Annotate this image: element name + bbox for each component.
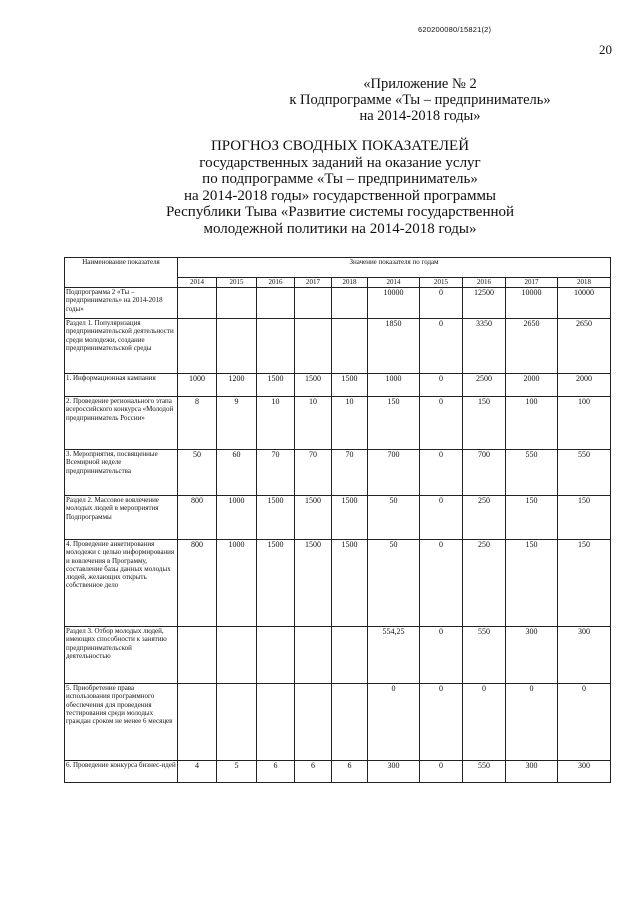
indicator-value	[332, 319, 368, 374]
indicator-value	[295, 684, 332, 761]
indicator-value: 2500	[463, 374, 506, 397]
indicator-name: Раздел 3. Отбор молодых людей, имеющих способности к занятию предпринимательской деятельностью	[65, 627, 178, 684]
indicator-value: 50	[178, 450, 217, 496]
indicator-value: 70	[295, 450, 332, 496]
indicator-value: 150	[558, 496, 611, 540]
table-row	[65, 288, 611, 319]
indicator-value: 550	[463, 627, 506, 684]
indicator-value: 0	[420, 319, 463, 374]
indicators-table	[64, 257, 611, 783]
indicator-value: 150	[558, 540, 611, 627]
indicator-value: 70	[257, 450, 295, 496]
indicator-value	[217, 684, 257, 761]
indicator-value: 0	[420, 496, 463, 540]
table-row	[65, 397, 611, 450]
heading-line: молодежной политики на 2014-2018 годы»	[203, 220, 477, 237]
indicator-value	[332, 684, 368, 761]
indicator-value: 1200	[217, 374, 257, 397]
indicator-value: 1000	[217, 496, 257, 540]
year-header: 2015	[420, 278, 463, 288]
year-header: 2017	[506, 278, 558, 288]
indicator-value: 6	[332, 761, 368, 783]
indicator-value: 2650	[558, 319, 611, 374]
table-row	[65, 627, 611, 684]
indicator-value: 0	[420, 761, 463, 783]
indicator-value: 0	[463, 684, 506, 761]
indicator-value: 1500	[332, 540, 368, 627]
indicator-value: 550	[506, 450, 558, 496]
document-id: 620200080/15821(2)	[418, 25, 492, 34]
indicator-value: 1000	[368, 374, 420, 397]
table-body	[65, 288, 611, 783]
indicator-value: 10000	[506, 288, 558, 319]
indicator-name: Раздел 1. Популяризация предпринимательской деятельности среди молодежи, создание предпринимательской среды	[65, 319, 178, 374]
heading-line: на 2014-2018 годы» государственной программы	[183, 187, 497, 204]
indicator-value: 0	[420, 397, 463, 450]
indicator-value: 550	[558, 450, 611, 496]
indicator-value: 0	[420, 540, 463, 627]
indicator-value: 50	[368, 496, 420, 540]
indicator-value: 0	[420, 684, 463, 761]
year-header: 2018	[332, 278, 368, 288]
indicator-value: 10	[295, 397, 332, 450]
indicator-value	[257, 288, 295, 319]
year-header: 2017	[295, 278, 332, 288]
indicator-value: 150	[463, 397, 506, 450]
indicator-value	[217, 627, 257, 684]
indicator-value	[178, 684, 217, 761]
table-row	[65, 319, 611, 374]
indicator-value: 9	[217, 397, 257, 450]
indicator-value: 0	[420, 288, 463, 319]
indicator-value: 250	[463, 540, 506, 627]
indicator-value	[178, 288, 217, 319]
indicator-value: 300	[558, 761, 611, 783]
indicator-value: 10	[257, 397, 295, 450]
indicator-value: 0	[506, 684, 558, 761]
indicator-value	[332, 627, 368, 684]
year-header: 2014	[178, 278, 217, 288]
indicator-value: 8	[178, 397, 217, 450]
indicator-value	[178, 627, 217, 684]
page-number: 20	[599, 42, 612, 57]
indicator-value: 5	[217, 761, 257, 783]
indicator-value: 100	[506, 397, 558, 450]
column-header-name: Наименование показателя	[65, 258, 178, 288]
indicator-value	[217, 319, 257, 374]
appendix-line: к Подпрограмме «Ты – предприниматель»	[289, 92, 551, 108]
indicator-value: 1500	[295, 374, 332, 397]
heading-line: Республики Тыва «Развитие системы государственной	[165, 204, 515, 220]
heading-line: государственных заданий на оказание услуг	[199, 154, 481, 171]
table-row	[65, 374, 611, 397]
table-row	[65, 540, 611, 627]
indicator-name: Раздел 2. Массовое вовлечение молодых людей в мероприятия Подпрограммы	[65, 496, 178, 540]
indicator-value	[295, 627, 332, 684]
indicator-value: 554,25	[368, 627, 420, 684]
indicator-value: 1500	[332, 496, 368, 540]
document-heading	[150, 138, 530, 237]
indicator-value: 1500	[295, 540, 332, 627]
indicator-name: 3. Мероприятия, посвященные Всемирной неделе предпринимательства	[65, 450, 178, 496]
indicator-name: 5. Приобретение права использования программного обеспечения для проведения тестирования среди молодых граждан сроком не менее 6 месяцев	[65, 684, 178, 761]
indicator-value: 1850	[368, 319, 420, 374]
indicator-value: 1500	[295, 496, 332, 540]
indicator-value: 1500	[257, 374, 295, 397]
indicator-value: 10000	[558, 288, 611, 319]
table-row	[65, 450, 611, 496]
table-row	[65, 684, 611, 761]
year-header: 2016	[257, 278, 295, 288]
appendix-line: на 2014-2018 годы»	[359, 108, 481, 124]
indicator-value: 150	[368, 397, 420, 450]
indicator-value	[257, 627, 295, 684]
indicator-value: 250	[463, 496, 506, 540]
heading-line: по подпрограмме «Ты – предприниматель»	[202, 171, 478, 187]
indicator-value: 10000	[368, 288, 420, 319]
indicator-value	[257, 319, 295, 374]
appendix-note	[230, 76, 610, 124]
year-header: 2014	[368, 278, 420, 288]
indicator-value: 50	[368, 540, 420, 627]
column-header-values: Значение показателя по годам	[178, 258, 611, 278]
indicator-name: Подпрограмма 2 «Ты – предприниматель» на 2014-2018 годы»	[65, 288, 178, 319]
indicator-value: 1500	[257, 540, 295, 627]
indicator-value: 150	[506, 540, 558, 627]
indicator-value: 4	[178, 761, 217, 783]
indicator-value: 100	[558, 397, 611, 450]
indicator-value: 1500	[332, 374, 368, 397]
indicator-value: 2000	[558, 374, 611, 397]
indicator-value: 800	[178, 540, 217, 627]
indicator-value	[257, 684, 295, 761]
indicator-name: 1. Информационная кампания	[65, 374, 178, 397]
indicator-value: 60	[217, 450, 257, 496]
indicator-value: 12500	[463, 288, 506, 319]
indicator-value: 0	[420, 374, 463, 397]
indicator-value: 700	[368, 450, 420, 496]
indicator-value: 700	[463, 450, 506, 496]
indicator-value: 300	[506, 627, 558, 684]
indicator-name: 4. Проведение анкетирования молодежи с целью информирования и вовлечения в Программу, составление базы данных молодых людей, желающих открыть собственное дело	[65, 540, 178, 627]
indicator-value: 300	[506, 761, 558, 783]
indicator-value: 1000	[178, 374, 217, 397]
table-row	[65, 761, 611, 783]
indicator-value	[178, 319, 217, 374]
indicator-value: 800	[178, 496, 217, 540]
indicator-value: 0	[368, 684, 420, 761]
indicator-value: 2650	[506, 319, 558, 374]
indicator-value	[295, 319, 332, 374]
indicator-value: 6	[295, 761, 332, 783]
indicator-value: 300	[368, 761, 420, 783]
appendix-line: «Приложение № 2	[363, 76, 477, 92]
year-header: 2015	[217, 278, 257, 288]
heading-line: ПРОГНОЗ СВОДНЫХ ПОКАЗАТЕЛЕЙ	[210, 138, 470, 154]
indicator-value: 1500	[257, 496, 295, 540]
indicator-value: 0	[420, 627, 463, 684]
indicator-value: 2000	[506, 374, 558, 397]
indicator-value: 0	[420, 450, 463, 496]
indicator-value: 70	[332, 450, 368, 496]
indicator-value: 300	[558, 627, 611, 684]
indicator-value: 10	[332, 397, 368, 450]
indicator-name: 6. Проведение конкурса бизнес-идей	[65, 761, 178, 783]
indicator-value	[295, 288, 332, 319]
indicator-value: 150	[506, 496, 558, 540]
table-row	[65, 496, 611, 540]
indicator-value	[217, 288, 257, 319]
indicator-name: 2. Проведение регионального этапа всероссийского конкурса «Молодой предприниматель России»	[65, 397, 178, 450]
indicator-value: 0	[558, 684, 611, 761]
indicator-value: 550	[463, 761, 506, 783]
year-header: 2018	[558, 278, 611, 288]
year-header: 2016	[463, 278, 506, 288]
indicator-value: 6	[257, 761, 295, 783]
indicator-value: 1000	[217, 540, 257, 627]
indicator-value: 3350	[463, 319, 506, 374]
indicator-value	[332, 288, 368, 319]
